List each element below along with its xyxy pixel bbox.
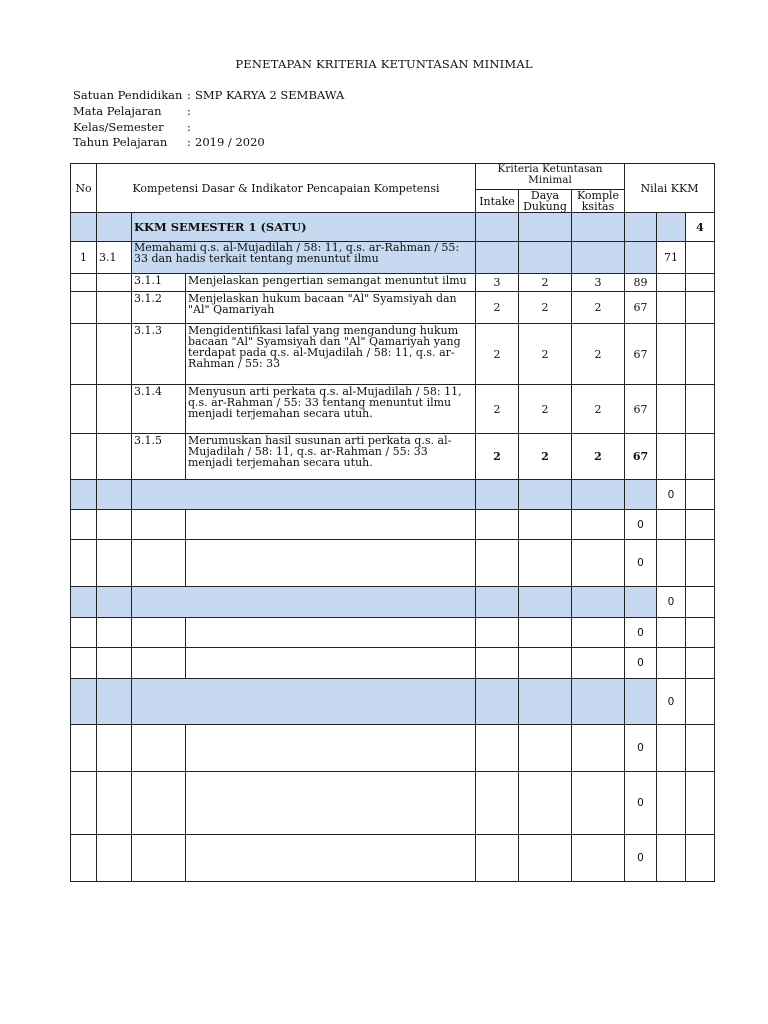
indicator-daya: 2 (519, 292, 572, 324)
meta-colon: : (187, 135, 191, 149)
indicator-nilai: 67 (625, 324, 657, 385)
kd-row (71, 242, 715, 274)
header-nilai-kkm: Nilai KKM (625, 164, 715, 213)
kd-no: 1 (71, 242, 97, 274)
indicator-code: 3.1.2 (132, 292, 186, 324)
indicator-daya: 2 (519, 324, 572, 385)
nilai-zero: 0 (625, 510, 657, 540)
indicator-kompleks: 2 (572, 434, 625, 480)
meta-colon: : (187, 120, 191, 134)
kd-kkm: 71 (657, 242, 686, 274)
indicator-kompleks: 2 (572, 385, 625, 434)
indicator-row-empty (71, 540, 715, 587)
nilai-zero: 0 (625, 835, 657, 882)
kd-text: Memahami q.s. al-Mujadilah / 58: 11, q.s. ar-Rahman / 55: 33 dan hadis terkait tentang menuntut ilmu (132, 242, 476, 274)
meta-label: Mata Pelajaran (73, 104, 162, 118)
indicator-row (71, 292, 715, 324)
meta-label: Tahun Pelajaran (73, 135, 168, 149)
meta-value: 2019 / 2020 (195, 135, 265, 149)
indicator-code: 3.1.5 (132, 434, 186, 480)
indicator-intake: 2 (476, 385, 519, 434)
indicator-row-empty (71, 772, 715, 835)
indicator-daya: 2 (519, 385, 572, 434)
indicator-nilai: 89 (625, 274, 657, 292)
header-kompetensi: Kompetensi Dasar & Indikator Pencapaian Kompetensi (97, 164, 476, 213)
kd-row-empty (71, 480, 715, 510)
nilai-zero: 0 (625, 648, 657, 679)
indicator-nilai: 67 (625, 434, 657, 480)
indicator-row-empty (71, 648, 715, 679)
indicator-text: Mengidentifikasi lafal yang mengandung hukum bacaan "Al" Syamsiyah dan "Al" Qamariyah yang terdapat pada q.s. al-Mujadilah / 58: 11, q.s. ar-Rahman / 55: 33 (186, 324, 476, 385)
kkm-zero: 0 (657, 587, 686, 618)
kkm-table (70, 163, 715, 882)
indicator-kompleks: 2 (572, 292, 625, 324)
page-title: PENETAPAN KRITERIA KETUNTASAN MINIMAL (235, 57, 533, 71)
meta-colon: : (187, 88, 191, 102)
semester-value: 4 (686, 213, 715, 242)
indicator-daya: 2 (519, 274, 572, 292)
indicator-row-empty (71, 835, 715, 882)
header-daya-dukung: Daya Dukung (519, 190, 572, 213)
meta-label: Satuan Pendidikan (73, 88, 183, 102)
header-intake: Intake (476, 190, 519, 213)
meta-label: Kelas/Semester (73, 120, 164, 134)
indicator-text: Menjelaskan pengertian semangat menuntut ilmu (186, 274, 476, 292)
meta-value: SMP KARYA 2 SEMBAWA (195, 88, 345, 102)
indicator-code: 3.1.4 (132, 385, 186, 434)
indicator-row (71, 324, 715, 385)
header-row (71, 164, 715, 190)
kkm-zero: 0 (657, 679, 686, 725)
indicator-kompleks: 3 (572, 274, 625, 292)
nilai-zero: 0 (625, 725, 657, 772)
indicator-nilai: 67 (625, 385, 657, 434)
semester-row (71, 213, 715, 242)
header-kompleksitas: Komple ksitas (572, 190, 625, 213)
nilai-zero: 0 (625, 540, 657, 587)
indicator-intake: 2 (476, 292, 519, 324)
kd-row-empty (71, 679, 715, 725)
meta-colon: : (187, 104, 191, 118)
indicator-row-empty (71, 510, 715, 540)
nilai-zero: 0 (625, 772, 657, 835)
indicator-row-empty (71, 618, 715, 648)
indicator-daya: 2 (519, 434, 572, 480)
kd-code: 3.1 (97, 242, 132, 274)
kd-row-empty (71, 587, 715, 618)
indicator-nilai: 67 (625, 292, 657, 324)
kkm-zero: 0 (657, 480, 686, 510)
semester-label: KKM SEMESTER 1 (SATU) (132, 213, 476, 242)
indicator-intake: 2 (476, 324, 519, 385)
indicator-code: 3.1.3 (132, 324, 186, 385)
indicator-text: Merumuskan hasil susunan arti perkata q.s. al-Mujadilah / 58: 11, q.s. ar-Rahman / 55: 33 menjadi terjemahan secara utuh. (186, 434, 476, 480)
indicator-code: 3.1.1 (132, 274, 186, 292)
nilai-zero: 0 (625, 618, 657, 648)
indicator-row (71, 434, 715, 480)
indicator-intake: 3 (476, 274, 519, 292)
indicator-row-empty (71, 725, 715, 772)
header-kriteria: Kriteria Ketuntasan Minimal (476, 164, 625, 190)
indicator-row (71, 385, 715, 434)
indicator-text: Menyusun arti perkata q.s. al-Mujadilah / 58: 11, q.s. ar-Rahman / 55: 33 tentang menuntut ilmu menjadi terjemahan secara utuh. (186, 385, 476, 434)
header-no: No (71, 164, 97, 213)
indicator-row (71, 274, 715, 292)
indicator-kompleks: 2 (572, 324, 625, 385)
indicator-text: Menjelaskan hukum bacaan "Al" Syamsiyah dan "Al" Qamariyah (186, 292, 476, 324)
indicator-intake: 2 (476, 434, 519, 480)
